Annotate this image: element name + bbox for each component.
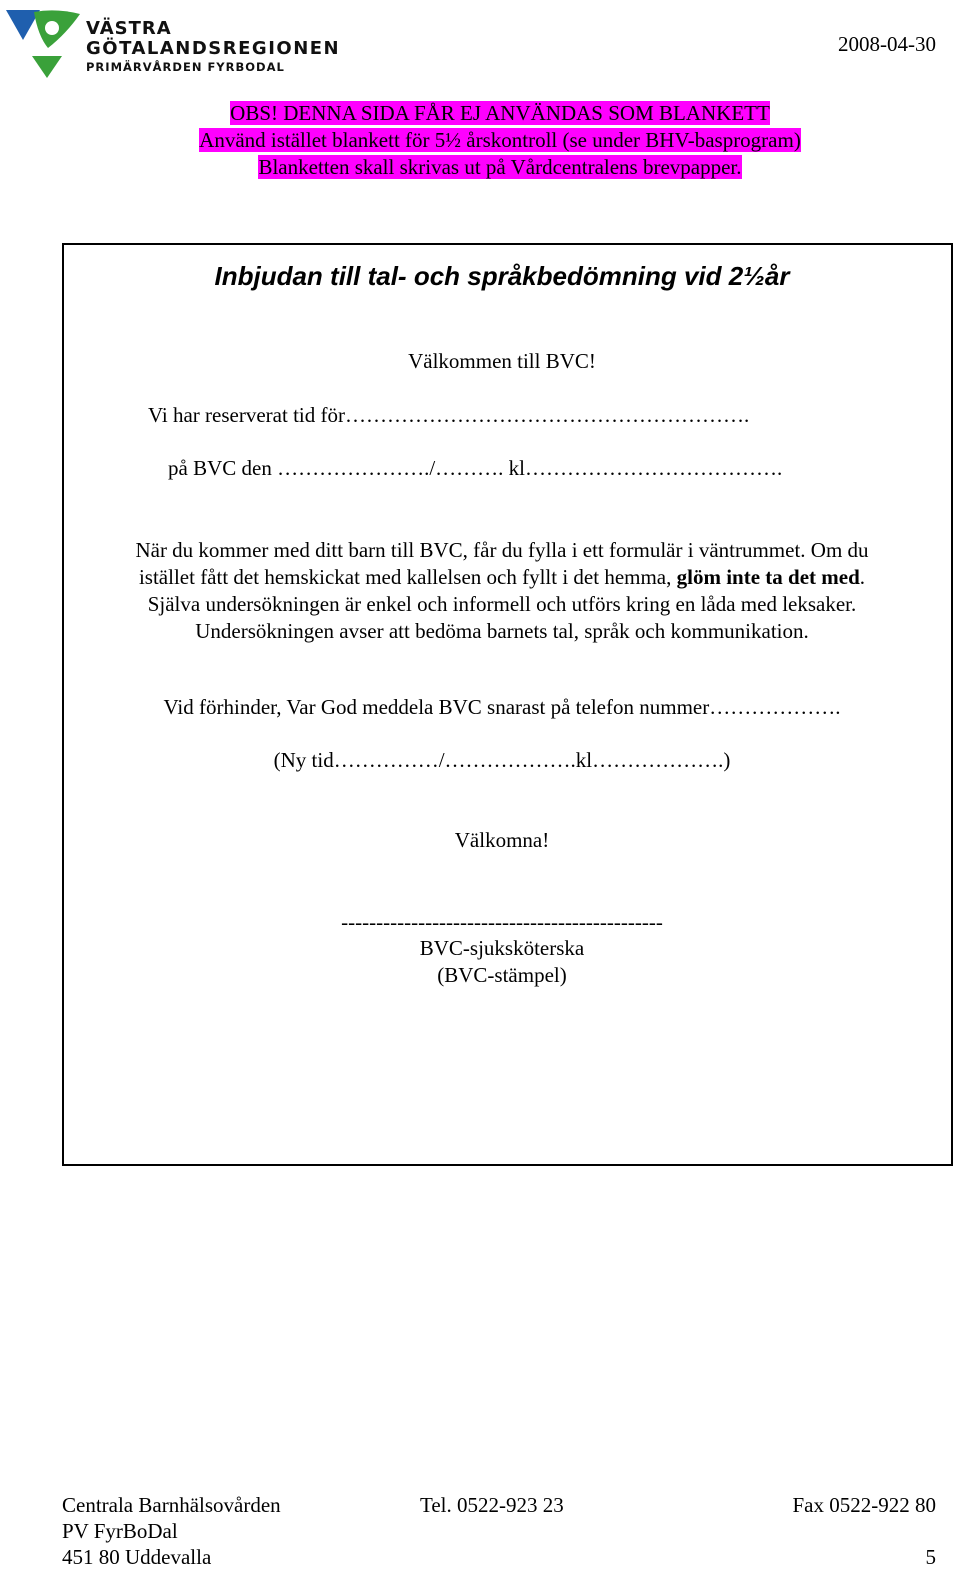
info-line-2-end: .	[859, 565, 866, 589]
info-line-4: Undersökningen avser att bedöma barnets tal, språk och kommunikation.	[195, 619, 809, 643]
document-date: 2008-04-30	[838, 32, 936, 56]
signature-title: BVC-sjuksköterska	[419, 936, 585, 960]
welcome-text: Välkommen till BVC!	[408, 349, 596, 373]
appointment-line: på BVC den …………………./………. kl……………………………….	[168, 456, 783, 480]
logo-line-1: VÄSTRA	[86, 18, 172, 39]
signature-block	[64, 935, 940, 989]
footer-address: 451 80 Uddevalla	[62, 1545, 212, 1569]
logo-line-2: GÖTALANDSREGIONEN	[86, 38, 341, 59]
logo-line-3: PRIMÄRVÅRDEN FYRBODAL	[86, 60, 285, 74]
vgr-logo-icon	[4, 6, 88, 78]
footer-org: Centrala Barnhälsovården	[62, 1493, 281, 1517]
footer-fax: Fax 0522-922 80	[792, 1493, 936, 1517]
notice-line-1: OBS! DENNA SIDA FÅR EJ ANVÄNDAS SOM BLANKETT	[230, 101, 770, 125]
notice-block	[0, 100, 960, 181]
footer-tel: Tel. 0522-923 23	[420, 1493, 564, 1517]
notice-line-3: Blanketten skall skrivas ut på Vårdcentralens brevpapper.	[258, 155, 742, 179]
page-number: 5	[925, 1545, 936, 1569]
reserved-for-line: Vi har reserverat tid för………………………………………………….	[148, 403, 750, 427]
notice-line-2: Använd istället blankett för 5½ årskontroll (se under BHV-basprogram)	[199, 128, 801, 152]
welcome-all: Välkomna!	[454, 828, 550, 852]
info-line-2-bold: glöm inte ta det med	[676, 565, 860, 589]
new-time-line: (Ny tid……………/……………….kl……………….)	[273, 748, 731, 772]
footer	[62, 1492, 936, 1570]
cancel-notice: Vid förhinder, Var God meddela BVC snarast på telefon nummer……………….	[163, 695, 841, 719]
info-line-2-text: istället fått det hemskickat med kallelsen och fyllt i det hemma,	[138, 565, 677, 589]
info-line-3: Själva undersökningen är enkel och informell och utförs kring en låda med leksaker.	[147, 592, 857, 616]
invitation-frame	[62, 243, 953, 1166]
signature-stamp: (BVC-stämpel)	[437, 963, 567, 987]
invitation-title: Inbjudan till tal- och språkbedömning vid 2½år	[214, 261, 790, 291]
info-line-2	[64, 564, 940, 591]
vgr-logo	[4, 6, 344, 78]
info-line-1: När du kommer med ditt barn till BVC, får du fylla i ett formulär i väntrummet. Om du	[135, 538, 869, 562]
info-paragraph	[64, 537, 940, 645]
footer-dept: PV FyrBoDal	[62, 1519, 178, 1543]
signature-line: ----------------------------------------------	[341, 910, 663, 934]
